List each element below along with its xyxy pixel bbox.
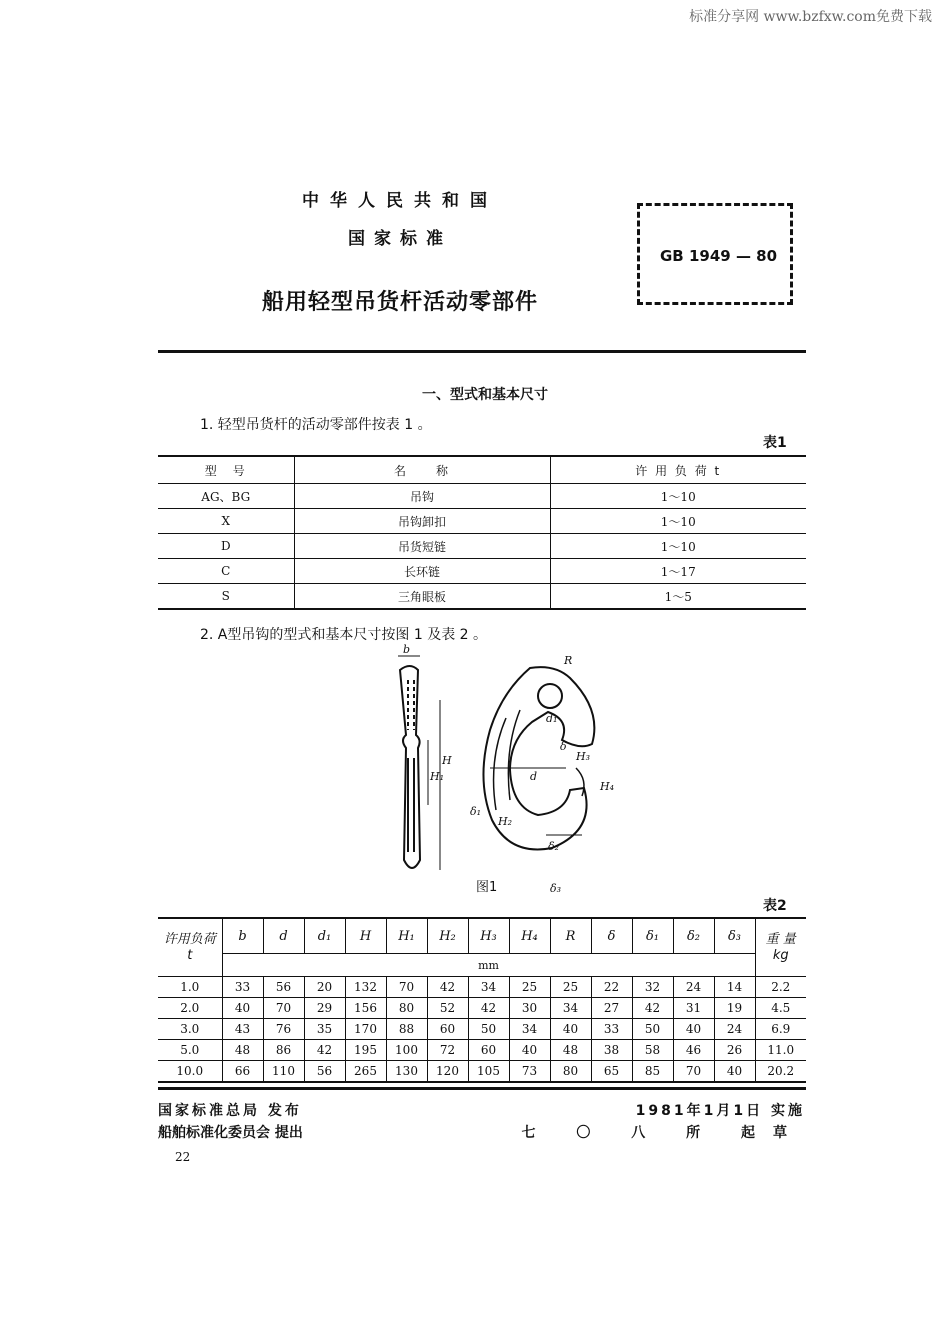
dimension-header: H xyxy=(345,918,386,954)
table2-row xyxy=(158,998,806,1019)
table2-cell: 38 xyxy=(591,1040,632,1061)
table1-cell: C xyxy=(158,559,294,584)
table2 xyxy=(158,917,806,1083)
table2-cell: 25 xyxy=(550,977,591,998)
label-delta1: δ₁ xyxy=(470,805,482,818)
label-R: R xyxy=(564,654,573,667)
table2-cell: 85 xyxy=(632,1061,673,1083)
mm-unit: mm xyxy=(222,954,755,977)
table2-cell: 76 xyxy=(263,1019,304,1040)
table2-cell: 88 xyxy=(386,1019,427,1040)
table2-cell: 170 xyxy=(345,1019,386,1040)
table1-cell: 1～17 xyxy=(550,559,806,584)
watermark: 标准分享网 www.bzfxw.com免费下载 xyxy=(689,9,932,25)
table1-cell: 1～10 xyxy=(550,509,806,534)
dimension-header: d xyxy=(263,918,304,954)
table2-cell: 35 xyxy=(304,1019,345,1040)
table2-cell: 20.2 xyxy=(755,1061,806,1083)
table1-cell: 吊钩 xyxy=(294,484,550,509)
dimension-header: b xyxy=(222,918,263,954)
table2-cell: 2.2 xyxy=(755,977,806,998)
table2-cell: 48 xyxy=(550,1040,591,1061)
weight-unit: kg xyxy=(772,947,789,963)
page-title: 船用轻型吊货杆活动零部件 xyxy=(261,290,538,315)
load-header-cell xyxy=(158,918,222,977)
page-number: 22 xyxy=(175,1150,191,1164)
table2-cell: 66 xyxy=(222,1061,263,1083)
standard-code: GB 1949 — 80 xyxy=(660,247,778,265)
label-delta: δ xyxy=(560,740,567,753)
table2-cell: 2.0 xyxy=(158,998,222,1019)
table1-row xyxy=(158,534,806,559)
label-b: b xyxy=(403,643,411,656)
table2-cell: 40 xyxy=(509,1040,550,1061)
table2-cell: 40 xyxy=(550,1019,591,1040)
table1-row xyxy=(158,584,806,610)
table2-cell: 56 xyxy=(263,977,304,998)
load-header: 许用负荷 xyxy=(163,931,216,947)
dimension-header: δ₂ xyxy=(673,918,714,954)
table2-cell: 265 xyxy=(345,1061,386,1083)
drafted-by: 七 〇 八 所 起草 xyxy=(521,1125,805,1141)
table2-cell: 60 xyxy=(468,1040,509,1061)
table2-cell: 70 xyxy=(673,1061,714,1083)
table2-cell: 42 xyxy=(632,998,673,1019)
table2-cell: 40 xyxy=(673,1019,714,1040)
effective-date: 1981年1月1日 实施 xyxy=(635,1103,805,1119)
table2-cell: 42 xyxy=(304,1040,345,1061)
dimension-header: d₁ xyxy=(304,918,345,954)
table2-cell: 56 xyxy=(304,1061,345,1083)
section-heading: 一、型式和基本尺寸 xyxy=(422,387,548,403)
table2-cell: 73 xyxy=(509,1061,550,1083)
table1-cell: 吊货短链 xyxy=(294,534,550,559)
dimension-header: H₂ xyxy=(427,918,468,954)
table2-cell: 105 xyxy=(468,1061,509,1083)
table2-cell: 80 xyxy=(386,998,427,1019)
label-delta2: δ₂ xyxy=(548,840,560,853)
table2-row xyxy=(158,1040,806,1061)
table1-cell: 长环链 xyxy=(294,559,550,584)
table2-cell: 33 xyxy=(591,1019,632,1040)
proposed-by: 船舶标准化委员会 提出 xyxy=(158,1125,303,1141)
table1-label: 表1 xyxy=(763,435,787,451)
table2-cell: 31 xyxy=(673,998,714,1019)
load-unit: t xyxy=(187,947,193,963)
hook-drawing xyxy=(370,640,630,900)
table2-cell: 40 xyxy=(222,998,263,1019)
label-H2: H₂ xyxy=(498,815,513,828)
paragraph-1: 1. 轻型吊货杆的活动零部件按表 1 。 xyxy=(200,417,432,433)
table2-cell: 70 xyxy=(386,977,427,998)
table2-cell: 6.9 xyxy=(755,1019,806,1040)
table2-cell: 11.0 xyxy=(755,1040,806,1061)
table2-cell: 80 xyxy=(550,1061,591,1083)
standard-category: 国家标准 xyxy=(348,229,452,249)
table2-cell: 100 xyxy=(386,1040,427,1061)
weight-header: 重 量 xyxy=(765,931,796,947)
table2-cell: 27 xyxy=(591,998,632,1019)
table2-cell: 22 xyxy=(591,977,632,998)
table2-cell: 58 xyxy=(632,1040,673,1061)
weight-header-cell xyxy=(755,918,806,977)
footer-rule xyxy=(158,1087,806,1090)
figure-caption: 图1 xyxy=(476,880,498,895)
table2-cell: 10.0 xyxy=(158,1061,222,1083)
table2-row xyxy=(158,1061,806,1083)
hook-eye xyxy=(538,684,562,708)
table2-cell: 110 xyxy=(263,1061,304,1083)
table1-cell: D xyxy=(158,534,294,559)
table2-cell: 25 xyxy=(509,977,550,998)
label-delta3: δ₃ xyxy=(550,882,562,895)
table2-cell: 19 xyxy=(714,998,755,1019)
dimension-header: δ₁ xyxy=(632,918,673,954)
table2-cell: 156 xyxy=(345,998,386,1019)
table1-header: 许 用 负 荷 t xyxy=(550,456,806,484)
table2-cell: 3.0 xyxy=(158,1019,222,1040)
table2-cell: 70 xyxy=(263,998,304,1019)
table2-cell: 20 xyxy=(304,977,345,998)
table2-cell: 30 xyxy=(509,998,550,1019)
table2-label: 表2 xyxy=(763,898,787,914)
table2-cell: 43 xyxy=(222,1019,263,1040)
table1-cell: AG、BG xyxy=(158,484,294,509)
table2-cell: 32 xyxy=(632,977,673,998)
label-H1: H₁ xyxy=(430,770,445,783)
table2-cell: 34 xyxy=(468,977,509,998)
table2-cell: 42 xyxy=(427,977,468,998)
table1-row xyxy=(158,484,806,509)
label-d1: d₁ xyxy=(546,712,558,725)
table2-cell: 50 xyxy=(468,1019,509,1040)
table1 xyxy=(158,455,806,610)
table2-cell: 24 xyxy=(714,1019,755,1040)
table2-cell: 14 xyxy=(714,977,755,998)
table1-row xyxy=(158,559,806,584)
table1-row xyxy=(158,509,806,534)
table1-cell: X xyxy=(158,509,294,534)
table2-row xyxy=(158,977,806,998)
table2-cell: 1.0 xyxy=(158,977,222,998)
table2-cell: 65 xyxy=(591,1061,632,1083)
table2-cell: 34 xyxy=(550,998,591,1019)
table2-cell: 72 xyxy=(427,1040,468,1061)
table1-cell: 1～5 xyxy=(550,584,806,610)
label-d: d xyxy=(530,770,538,783)
dimension-header: H₄ xyxy=(509,918,550,954)
table2-row xyxy=(158,1019,806,1040)
dimension-header: H₃ xyxy=(468,918,509,954)
table2-cell: 33 xyxy=(222,977,263,998)
table1-cell: 三角眼板 xyxy=(294,584,550,610)
label-H4: H₄ xyxy=(600,780,615,793)
dimension-header: δ₃ xyxy=(714,918,755,954)
table2-cell: 29 xyxy=(304,998,345,1019)
table2-cell: 86 xyxy=(263,1040,304,1061)
dimension-header: δ xyxy=(591,918,632,954)
dimension-header: H₁ xyxy=(386,918,427,954)
table2-cell: 5.0 xyxy=(158,1040,222,1061)
table2-cell: 195 xyxy=(345,1040,386,1061)
table1-cell: S xyxy=(158,584,294,610)
table2-cell: 42 xyxy=(468,998,509,1019)
label-H3: H₃ xyxy=(576,750,591,763)
hook-side-view xyxy=(400,666,420,868)
paragraph-2: 2. A型吊钩的型式和基本尺寸按图 1 及表 2 。 xyxy=(200,627,487,643)
country-name: 中华人民共和国 xyxy=(302,191,498,211)
table2-cell: 60 xyxy=(427,1019,468,1040)
table2-cell: 4.5 xyxy=(755,998,806,1019)
header-rule xyxy=(158,350,806,353)
table1-header: 名 称 xyxy=(294,456,550,484)
table1-cell: 1～10 xyxy=(550,534,806,559)
table2-cell: 120 xyxy=(427,1061,468,1083)
table2-cell: 52 xyxy=(427,998,468,1019)
table1-header: 型 号 xyxy=(158,456,294,484)
table2-cell: 34 xyxy=(509,1019,550,1040)
label-H: H xyxy=(442,754,452,767)
table2-cell: 24 xyxy=(673,977,714,998)
table2-cell: 48 xyxy=(222,1040,263,1061)
table2-cell: 132 xyxy=(345,977,386,998)
table2-cell: 46 xyxy=(673,1040,714,1061)
table2-cell: 40 xyxy=(714,1061,755,1083)
table1-cell: 1～10 xyxy=(550,484,806,509)
dimension-header: R xyxy=(550,918,591,954)
table2-cell: 50 xyxy=(632,1019,673,1040)
table1-cell: 吊钩卸扣 xyxy=(294,509,550,534)
issued-by: 国家标准总局 发布 xyxy=(158,1103,302,1119)
table2-cell: 26 xyxy=(714,1040,755,1061)
table2-cell: 130 xyxy=(386,1061,427,1083)
